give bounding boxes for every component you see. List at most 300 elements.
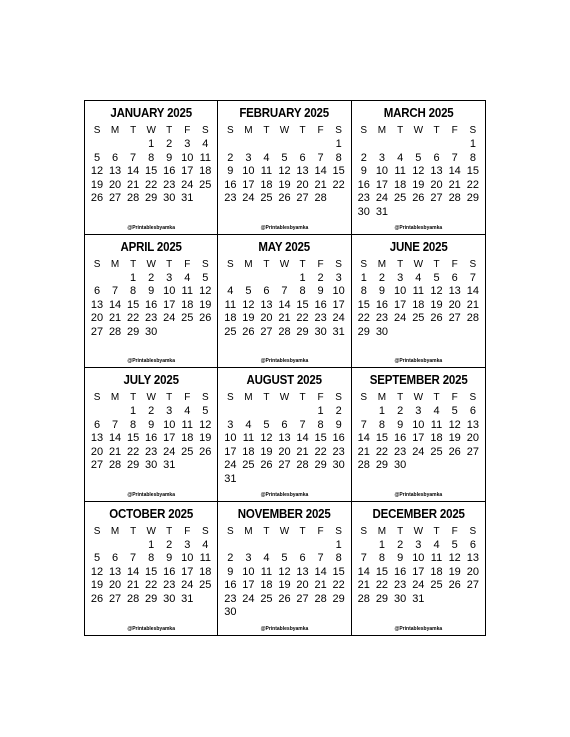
day-cell: 23 — [145, 312, 158, 324]
weekday-label: T — [130, 392, 137, 403]
weekday-label: T — [166, 525, 173, 537]
day-cell: 15 — [126, 432, 140, 444]
day-cell: 12 — [242, 298, 255, 311]
day-cell: 29 — [126, 325, 140, 338]
day-cell: 17 — [242, 178, 255, 191]
day-cell: 16 — [375, 298, 389, 311]
day-cell: 1 — [335, 538, 342, 551]
day-cell: 3 — [166, 271, 173, 284]
day-cell: 9 — [166, 151, 173, 164]
day-cell: 3 — [415, 405, 422, 417]
month-grid — [355, 524, 482, 607]
day-cell: 24 — [163, 445, 176, 458]
month-title: APRIL 2025 — [120, 239, 182, 254]
day-cell: 21 — [448, 178, 461, 191]
day-cell: 20 — [448, 298, 461, 311]
weekday-label: T — [397, 125, 404, 136]
day-cell: 15 — [126, 298, 140, 311]
weekday-label: T — [433, 525, 440, 537]
day-cell: 4 — [202, 538, 209, 551]
day-cell: 8 — [130, 418, 137, 431]
day-cell: 19 — [260, 445, 273, 458]
day-cell: 13 — [108, 565, 122, 578]
day-cell: 15 — [466, 165, 479, 177]
day-cell: 20 — [296, 178, 309, 191]
day-cell: 26 — [90, 592, 104, 605]
day-cell: 28 — [108, 325, 122, 338]
day-cell: 2 — [360, 151, 367, 164]
day-cell: 4 — [263, 151, 270, 164]
weekday-label: W — [146, 525, 156, 537]
empty-cell — [221, 539, 239, 553]
day-cell: 23 — [394, 445, 407, 458]
empty-cell — [275, 272, 293, 286]
day-cell: 11 — [260, 565, 273, 578]
month-grid — [355, 390, 482, 473]
month-grid — [88, 123, 214, 206]
day-cell: 5 — [281, 151, 288, 164]
day-cell: 23 — [145, 445, 158, 458]
day-cell: 17 — [242, 579, 255, 591]
weekday-label: S — [469, 258, 477, 270]
day-cell: 30 — [394, 459, 407, 471]
weekday-label: S — [93, 258, 101, 270]
day-cell: 5 — [245, 285, 252, 297]
day-cell: 31 — [412, 592, 425, 605]
day-cell: 28 — [357, 592, 370, 605]
weekday-label: S — [469, 525, 477, 537]
day-cell: 29 — [296, 325, 309, 338]
day-cell: 10 — [242, 565, 255, 578]
day-cell: 30 — [314, 325, 327, 338]
day-cell: 8 — [148, 552, 155, 564]
weekday-label: T — [433, 258, 440, 270]
day-cell: 24 — [394, 312, 407, 324]
empty-cell — [355, 138, 373, 152]
day-cell: 18 — [430, 565, 443, 578]
day-cell: 22 — [357, 312, 370, 324]
empty-cell — [239, 539, 257, 553]
day-cell: 27 — [466, 579, 479, 591]
day-cell: 11 — [430, 552, 443, 564]
day-cell: 24 — [163, 312, 176, 324]
weekday-label: S — [469, 125, 477, 136]
day-cell: 9 — [317, 285, 324, 297]
day-cell: 20 — [260, 312, 273, 324]
day-cell: 23 — [375, 312, 389, 324]
month-grid — [355, 123, 482, 219]
weekday-label: W — [279, 392, 290, 403]
day-cell: 25 — [199, 178, 212, 191]
day-cell: 8 — [148, 151, 155, 164]
day-cell: 28 — [126, 192, 140, 204]
day-cell: 30 — [394, 592, 407, 605]
weekday-label: S — [201, 525, 209, 537]
day-cell: 11 — [199, 552, 212, 564]
day-cell: 10 — [181, 151, 194, 164]
day-cell: 12 — [278, 165, 291, 177]
day-cell: 13 — [448, 285, 461, 297]
day-cell: 20 — [90, 312, 104, 324]
day-cell: 20 — [466, 565, 479, 578]
day-cell: 11 — [224, 298, 237, 311]
weekday-label: T — [299, 125, 306, 136]
day-cell: 21 — [357, 579, 370, 591]
day-cell: 30 — [145, 459, 158, 471]
day-cell: 17 — [412, 565, 425, 578]
day-cell: 25 — [181, 312, 194, 324]
day-cell: 27 — [430, 192, 443, 204]
weekday-label: W — [413, 125, 424, 136]
weekday-label: F — [184, 258, 191, 270]
day-cell: 8 — [378, 552, 385, 564]
day-cell: 15 — [145, 165, 158, 177]
day-cell: 9 — [227, 565, 234, 578]
day-cell: 19 — [90, 178, 104, 191]
month-grid — [221, 390, 347, 486]
day-cell: 1 — [360, 271, 367, 284]
empty-cell — [88, 138, 106, 152]
day-cell: 9 — [360, 165, 367, 177]
day-cell: 24 — [412, 579, 425, 591]
day-cell: 4 — [202, 138, 209, 150]
day-cell: 30 — [357, 205, 370, 218]
day-cell: 3 — [245, 552, 252, 564]
day-cell: 14 — [314, 165, 327, 177]
day-cell: 8 — [335, 151, 342, 164]
day-cell: 23 — [332, 445, 345, 458]
day-cell: 15 — [145, 565, 158, 578]
day-cell: 11 — [242, 432, 255, 444]
credit-text: @Printablesbyamka — [127, 358, 175, 364]
day-cell: 11 — [412, 285, 425, 297]
day-cell: 17 — [181, 565, 194, 578]
day-cell: 19 — [430, 298, 443, 311]
month-title: JULY 2025 — [123, 373, 179, 387]
weekday-label: S — [335, 525, 342, 537]
weekday-label: S — [227, 392, 234, 403]
weekday-label: M — [244, 525, 253, 537]
day-cell: 18 — [181, 298, 194, 311]
weekday-label: T — [263, 258, 270, 270]
weekday-label: F — [184, 125, 191, 136]
weekday-label: S — [360, 258, 368, 270]
day-cell: 16 — [394, 565, 407, 578]
day-cell: 15 — [314, 432, 327, 444]
day-cell: 26 — [278, 192, 291, 204]
day-cell: 4 — [415, 271, 422, 284]
day-cell: 9 — [335, 418, 342, 431]
day-cell: 12 — [199, 418, 212, 431]
day-cell: 22 — [466, 178, 479, 191]
day-cell: 27 — [296, 592, 309, 605]
day-cell: 4 — [433, 405, 440, 417]
day-cell: 15 — [375, 565, 389, 578]
empty-cell — [221, 138, 239, 152]
day-cell: 19 — [278, 579, 291, 591]
day-cell: 9 — [148, 418, 155, 431]
credit-text: @Printablesbyamka — [394, 358, 443, 364]
day-cell: 26 — [90, 192, 104, 204]
day-cell: 14 — [108, 298, 122, 311]
day-cell: 17 — [375, 178, 389, 191]
day-cell: 4 — [245, 418, 252, 431]
weekday-label: T — [166, 125, 173, 136]
month-block — [352, 368, 485, 502]
day-cell: 22 — [296, 312, 309, 324]
day-cell: 17 — [412, 432, 425, 444]
day-cell: 18 — [199, 565, 212, 578]
day-cell: 6 — [281, 418, 288, 431]
day-cell: 22 — [332, 178, 345, 191]
day-cell: 13 — [430, 165, 443, 177]
day-cell: 16 — [145, 298, 158, 311]
weekday-label: S — [335, 125, 342, 136]
day-cell: 7 — [317, 151, 324, 164]
day-cell: 11 — [199, 151, 212, 164]
month-block — [218, 235, 351, 369]
empty-cell — [239, 405, 257, 419]
weekday-label: T — [433, 392, 440, 403]
empty-cell — [312, 138, 330, 152]
day-cell: 25 — [430, 579, 443, 591]
day-cell: 16 — [332, 432, 345, 444]
weekday-label: W — [279, 258, 290, 270]
day-cell: 17 — [394, 298, 407, 311]
day-cell: 30 — [332, 459, 345, 471]
day-cell: 13 — [466, 552, 479, 564]
day-cell: 13 — [278, 432, 291, 444]
weekday-label: M — [244, 392, 253, 403]
empty-cell — [88, 539, 106, 553]
empty-cell — [294, 405, 312, 419]
day-cell: 20 — [466, 432, 479, 444]
weekday-label: T — [263, 525, 270, 537]
day-cell: 4 — [397, 151, 404, 164]
day-cell: 12 — [90, 165, 104, 177]
day-cell: 3 — [166, 405, 173, 417]
day-cell: 5 — [415, 151, 422, 164]
day-cell: 2 — [166, 538, 173, 551]
weekday-label: F — [451, 258, 458, 270]
day-cell: 5 — [433, 271, 440, 284]
day-cell: 8 — [317, 418, 324, 431]
day-cell: 3 — [397, 271, 404, 284]
day-cell: 26 — [448, 579, 461, 591]
day-cell: 17 — [181, 165, 194, 177]
day-cell: 6 — [93, 418, 101, 431]
day-cell: 26 — [278, 592, 291, 605]
month-grid — [221, 524, 347, 620]
empty-cell — [355, 539, 373, 553]
day-cell: 19 — [278, 178, 291, 191]
day-cell: 7 — [317, 552, 324, 564]
weekday-label: F — [451, 125, 458, 136]
day-cell: 6 — [112, 552, 119, 564]
weekday-label: T — [263, 125, 270, 136]
day-cell: 20 — [430, 178, 443, 191]
day-cell: 7 — [112, 285, 119, 297]
day-cell: 21 — [108, 312, 122, 324]
day-cell: 1 — [378, 405, 385, 417]
day-cell: 16 — [145, 432, 158, 444]
day-cell: 11 — [394, 165, 406, 177]
day-cell: 29 — [466, 192, 479, 204]
day-cell: 12 — [448, 418, 461, 431]
day-cell: 16 — [394, 432, 407, 444]
day-cell: 1 — [130, 271, 137, 284]
day-cell: 19 — [199, 298, 212, 311]
empty-cell — [294, 539, 312, 553]
weekday-label: T — [299, 525, 306, 537]
day-cell: 25 — [430, 445, 443, 458]
day-cell: 23 — [314, 312, 327, 324]
empty-cell — [446, 138, 464, 152]
weekday-label: S — [335, 258, 342, 270]
day-cell: 27 — [448, 312, 461, 324]
day-cell: 6 — [299, 151, 306, 164]
day-cell: 5 — [263, 418, 270, 431]
day-cell: 31 — [181, 192, 194, 204]
weekday-label: F — [317, 392, 324, 403]
day-cell: 29 — [357, 325, 370, 338]
month-title: DECEMBER 2025 — [372, 506, 465, 521]
day-cell: 1 — [130, 405, 137, 417]
day-cell: 14 — [466, 285, 479, 297]
day-cell: 2 — [148, 271, 155, 284]
empty-cell — [221, 272, 239, 286]
day-cell: 29 — [314, 459, 327, 471]
empty-cell — [391, 138, 409, 152]
day-cell: 7 — [469, 271, 476, 284]
day-cell: 21 — [108, 445, 122, 458]
day-cell: 7 — [130, 552, 137, 564]
day-cell: 22 — [126, 312, 140, 324]
day-cell: 16 — [163, 165, 176, 177]
month-grid — [221, 123, 347, 206]
weekday-label: S — [227, 258, 234, 270]
day-cell: 13 — [466, 418, 479, 431]
day-cell: 17 — [224, 445, 237, 458]
empty-cell — [312, 539, 330, 553]
weekday-label: S — [335, 392, 342, 403]
weekday-label: S — [227, 125, 234, 136]
day-cell: 2 — [227, 151, 234, 164]
day-cell: 28 — [314, 192, 327, 204]
day-cell: 14 — [108, 432, 122, 444]
day-cell: 11 — [181, 418, 193, 431]
day-cell: 26 — [199, 445, 212, 458]
month-grid — [221, 257, 347, 340]
day-cell: 22 — [145, 178, 158, 191]
weekday-label: F — [317, 258, 324, 270]
weekday-label: S — [201, 258, 209, 270]
day-cell: 14 — [126, 565, 140, 578]
month-grid — [88, 390, 214, 473]
day-cell: 16 — [224, 579, 237, 591]
credit-text: @Printablesbyamka — [127, 224, 175, 231]
weekday-label: S — [93, 392, 101, 403]
day-cell: 4 — [433, 538, 440, 551]
empty-cell — [239, 138, 257, 152]
day-cell: 6 — [469, 538, 476, 551]
empty-cell — [106, 539, 124, 553]
day-cell: 10 — [224, 432, 237, 444]
day-cell: 26 — [199, 312, 212, 324]
weekday-label: S — [201, 392, 209, 403]
day-cell: 13 — [260, 298, 273, 311]
day-cell: 21 — [278, 312, 291, 324]
empty-cell — [106, 405, 124, 419]
day-cell: 14 — [278, 298, 291, 311]
day-cell: 12 — [199, 285, 212, 297]
day-cell: 21 — [314, 579, 327, 591]
day-cell: 8 — [469, 151, 476, 164]
empty-cell — [257, 272, 275, 286]
empty-cell — [355, 405, 373, 419]
day-cell: 10 — [412, 552, 425, 564]
day-cell: 4 — [263, 552, 270, 564]
month-block — [352, 502, 485, 636]
day-cell: 24 — [181, 178, 194, 191]
credit-text: @Printablesbyamka — [394, 224, 443, 231]
day-cell: 2 — [397, 405, 404, 417]
month-block — [218, 101, 351, 235]
day-cell: 28 — [296, 459, 309, 471]
day-cell: 5 — [202, 271, 209, 284]
day-cell: 31 — [163, 459, 176, 471]
day-cell: 24 — [181, 579, 194, 591]
day-cell: 5 — [202, 405, 209, 417]
empty-cell — [275, 138, 293, 152]
day-cell: 18 — [412, 298, 425, 311]
weekday-label: S — [360, 525, 368, 537]
day-cell: 27 — [296, 192, 309, 204]
day-cell: 20 — [108, 579, 122, 591]
day-cell: 8 — [130, 285, 137, 297]
credit-text: @Printablesbyamka — [127, 491, 175, 498]
day-cell: 18 — [394, 178, 407, 191]
credit-text: @Printablesbyamka — [127, 626, 175, 632]
day-cell: 27 — [108, 192, 122, 204]
day-cell: 8 — [335, 552, 342, 564]
day-cell: 23 — [224, 192, 237, 204]
weekday-label: S — [93, 125, 101, 136]
day-cell: 22 — [126, 445, 140, 458]
month-block — [85, 101, 218, 235]
day-cell: 30 — [224, 606, 237, 618]
day-cell: 8 — [378, 418, 385, 431]
month-block — [218, 502, 351, 636]
day-cell: 20 — [108, 178, 122, 191]
day-cell: 1 — [299, 271, 306, 284]
weekday-label: S — [360, 125, 368, 136]
month-block — [352, 235, 485, 369]
day-cell: 22 — [332, 579, 345, 591]
day-cell: 3 — [184, 538, 191, 551]
day-cell: 18 — [260, 178, 273, 191]
day-cell: 14 — [357, 432, 370, 444]
weekday-label: S — [469, 392, 477, 403]
month-grid — [88, 524, 214, 607]
month-title: JUNE 2025 — [389, 239, 448, 254]
day-cell: 21 — [296, 445, 309, 458]
day-cell: 26 — [260, 459, 273, 471]
month-title: SEPTEMBER 2025 — [369, 373, 468, 387]
day-cell: 3 — [335, 271, 342, 284]
day-cell: 25 — [224, 325, 237, 338]
weekday-label: M — [377, 525, 387, 537]
